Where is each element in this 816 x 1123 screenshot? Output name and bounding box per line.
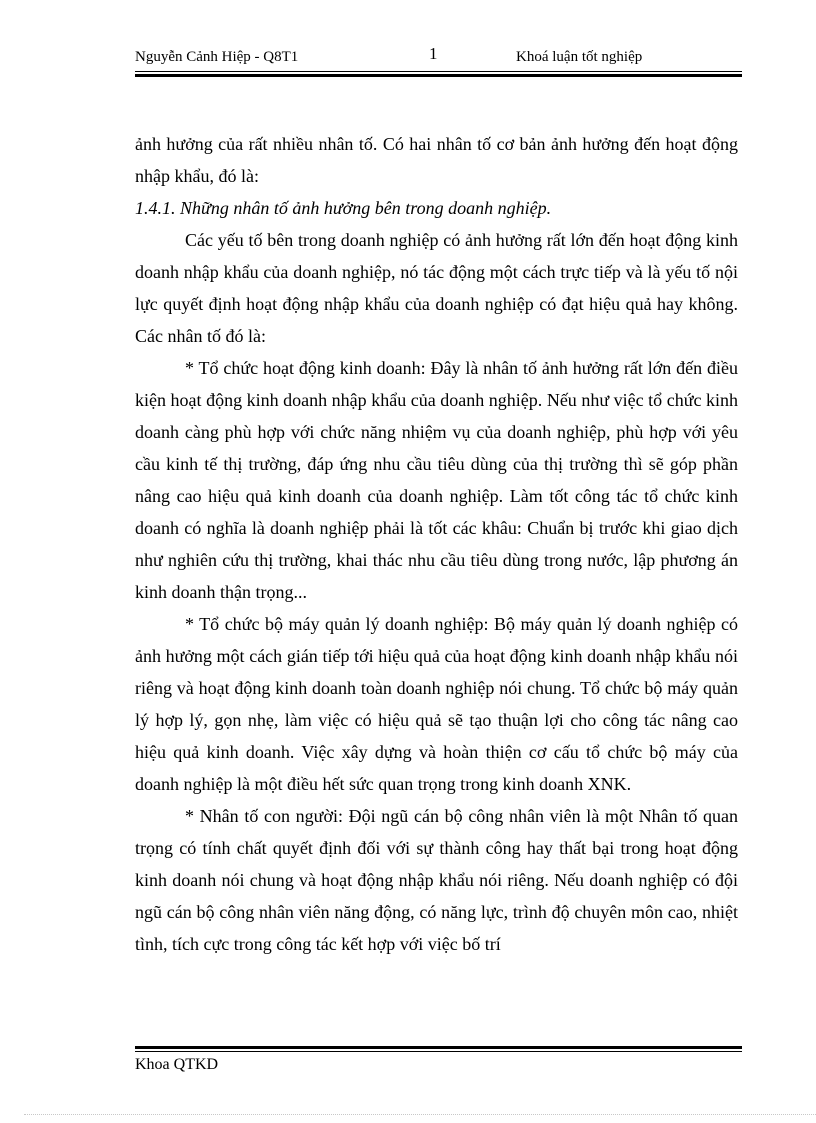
paragraph-human-factor: * Nhân tố con người: Đội ngũ cán bộ công nhân viên là một Nhân tố quan trọng có tính chất quyết định đối với sự thành công hay thất bại trong hoạt động kinh doanh nói chung và hoạt động nhập khẩu nói riêng. Nếu doanh nghiệp có đội ngũ cán bộ công nhân viên năng động, có năng lực, trình độ chuyên môn cao, nhiệt tình, tích cực trong công tác kết hợp với việc bố trí xyxy=(135,806,738,954)
footer-rule-thin xyxy=(135,1051,742,1052)
header-author: Nguyễn Cảnh Hiệp - Q8T1 xyxy=(135,49,299,65)
section-heading: 1.4.1. Những nhân tố ảnh hưởng bên trong doanh nghiệp. xyxy=(135,198,552,218)
page-number: 1 xyxy=(429,44,438,63)
header-rule-thin xyxy=(135,71,742,72)
page-boundary-dotted-line xyxy=(24,1114,816,1115)
page-body xyxy=(135,128,738,960)
footer-rule-thick xyxy=(135,1046,742,1049)
paragraph-continuation: ảnh hưởng của rất nhiều nhân tố. Có hai nhân tố cơ bản ảnh hưởng đến hoạt động nhập khẩu, đó là: xyxy=(135,134,738,186)
paragraph-management-apparatus: * Tổ chức bộ máy quản lý doanh nghiệp: Bộ máy quản lý doanh nghiệp có ảnh hưởng một cách gián tiếp tới hiệu quả của hoạt động kinh doanh nhập khẩu nói riêng và hoạt động kinh doanh toàn doanh nghiệp nói chung. Tổ chức bộ máy quản lý hợp lý, gọn nhẹ, làm việc có hiệu quả sẽ tạo thuận lợi cho công tác nâng cao hiệu quả kinh doanh. Việc xây dựng và hoàn thiện cơ cấu tổ chức bộ máy của doanh nghiệp là một điều hết sức quan trọng trong kinh doanh XNK. xyxy=(135,614,738,794)
header-rule-thick xyxy=(135,74,742,77)
page-header xyxy=(135,40,742,74)
page-footer: Khoa QTKD xyxy=(135,1056,219,1073)
paragraph-business-organization: * Tổ chức hoạt động kinh doanh: Đây là nhân tố ảnh hưởng rất lớn đến điều kiện hoạt động kinh doanh nhập khẩu của doanh nghiệp. Nếu như việc tổ chức kinh doanh càng phù hợp với chức năng nhiệm vụ của doanh nghiệp, phù hợp với yêu cầu kinh tế thị trường, đáp ứng nhu cầu tiêu dùng của thị trường thì sẽ góp phần nâng cao hiệu quả kinh doanh của doanh nghiệp. Làm tốt công tác tổ chức kinh doanh có nghĩa là doanh nghiệp phải là tốt các khâu: Chuẩn bị trước khi giao dịch như nghiên cứu thị trường, khai thác nhu cầu tiêu dùng trong nước, lập phương án kinh doanh thận trọng... xyxy=(135,358,738,602)
paragraph-internal-factors: Các yếu tố bên trong doanh nghiệp có ảnh hưởng rất lớn đến hoạt động kinh doanh nhập khẩu của doanh nghiệp, nó tác động một cách trực tiếp và là yếu tố nội lực quyết định hoạt động nhập khẩu của doanh nghiệp có đạt hiệu quả hay không. Các nhân tố đó là: xyxy=(135,230,738,346)
header-title: Khoá luận tốt nghiệp xyxy=(516,49,643,65)
